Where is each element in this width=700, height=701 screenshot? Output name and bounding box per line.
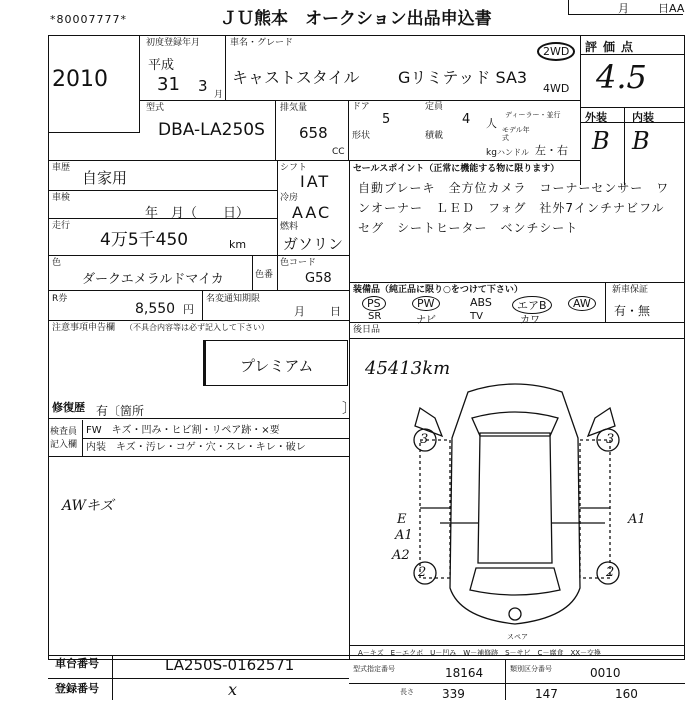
legend-top-line bbox=[349, 645, 685, 646]
usage-line bbox=[48, 190, 277, 191]
reg-month-unit: 月 bbox=[214, 90, 224, 100]
footer-mid-line bbox=[349, 683, 685, 684]
recycle-line bbox=[48, 320, 349, 321]
barcode-number: *80007777* bbox=[50, 13, 127, 26]
shape-label: 形状 bbox=[352, 131, 371, 141]
exterior-label: 外装 bbox=[585, 111, 607, 124]
premium-text: プレミアム bbox=[240, 357, 314, 375]
car-body-outline bbox=[450, 384, 580, 624]
model-designation-label: 型式指定番号 bbox=[353, 665, 395, 673]
spare-tire bbox=[509, 608, 521, 620]
designation-divider bbox=[505, 660, 506, 700]
category: 0010 bbox=[590, 666, 621, 680]
handle-value: 左・右 bbox=[535, 144, 568, 157]
ext-int-line bbox=[580, 122, 685, 123]
divider-reg-name bbox=[225, 35, 226, 100]
car-roof bbox=[478, 433, 552, 563]
interior-grade: B bbox=[632, 127, 650, 155]
recycle-unit: 円 bbox=[183, 303, 194, 316]
caution-label: 注意事項申告欄 bbox=[52, 323, 116, 333]
length-label: 長さ bbox=[400, 688, 414, 696]
name-change-month: 月 bbox=[294, 305, 305, 318]
diagram-mark: E bbox=[397, 512, 407, 527]
caution-sub: （不具合内容等は必ず記入して下さい） bbox=[125, 323, 269, 332]
equip-line bbox=[349, 322, 685, 323]
score-value: 4.5 bbox=[596, 58, 647, 96]
recycle-amount: 8,550 bbox=[135, 301, 176, 317]
recycle-divider bbox=[202, 290, 203, 320]
row3-top-line bbox=[48, 160, 580, 161]
fw-divider bbox=[82, 438, 349, 439]
name-change-label: 名変通知期限 bbox=[206, 294, 261, 304]
header-month-label: 月 bbox=[618, 2, 629, 15]
category-label: 類別区分番号 bbox=[510, 665, 552, 673]
score-label: 評価点 bbox=[585, 40, 640, 54]
ac: AAC bbox=[292, 203, 332, 222]
displacement: 658 bbox=[299, 124, 328, 142]
width: 147 bbox=[535, 687, 558, 701]
score-bottom-line bbox=[580, 107, 685, 108]
warranty-divider bbox=[605, 282, 606, 322]
grade: Gリミテッド SA3 bbox=[398, 68, 528, 87]
aw-note: AWキズ bbox=[62, 498, 114, 514]
model-code: DBA-LA250S bbox=[158, 120, 265, 140]
displacement-label: 排気量 bbox=[280, 103, 308, 113]
equipment-label: 装備品（純正品に限り○をつけて下さい） bbox=[353, 285, 523, 295]
inspector-label: 検査員 bbox=[50, 427, 78, 437]
fw-line: FW キズ・凹み・ヒビ割・リペア跡・×要 bbox=[86, 425, 280, 436]
selling-points-text: 自動ブレーキ 全方位カメラ コーナーセンサー ワンオーナー ＬＥＤ フォグ 社外7インチナビフルセグ シートヒーター ベンチシート bbox=[358, 181, 670, 235]
name-change-day: 日 bbox=[330, 305, 341, 318]
ac-label: 冷房 bbox=[280, 193, 299, 203]
diagram-mark: 3 bbox=[420, 432, 429, 447]
footer-top-line bbox=[48, 655, 685, 656]
diagram-mark: A1 bbox=[628, 512, 646, 527]
diagram-mark: A2 bbox=[392, 548, 410, 563]
diagram-mark: 2 bbox=[606, 565, 615, 580]
damage-legend: A－キズ E－エクボ U－凹み W－補修跡 S－サビ C－腐食 XX－交換 bbox=[358, 649, 602, 657]
door-label: ドア bbox=[352, 102, 370, 112]
header-day-label: 日AA bbox=[658, 2, 685, 15]
reg-value: x bbox=[228, 680, 238, 699]
after-line bbox=[349, 338, 685, 339]
form-title: ＪＵ熊本 オークション出品申込書 bbox=[220, 9, 492, 29]
model-label: 型式 bbox=[146, 103, 165, 113]
color-line bbox=[48, 290, 349, 291]
score-label-line bbox=[580, 54, 685, 55]
chassis-label: 車台番号 bbox=[55, 657, 99, 670]
era: 平成 bbox=[148, 58, 175, 73]
ext-int-divider bbox=[624, 107, 625, 185]
reg-month: 3 bbox=[198, 77, 208, 95]
interior-label: 内装 bbox=[632, 111, 654, 124]
notes-label: 記入欄 bbox=[50, 440, 78, 450]
equipment-item: PW bbox=[412, 296, 440, 311]
name-grade-label: 車名・グレード bbox=[230, 38, 294, 48]
header-underline bbox=[568, 14, 683, 15]
diagram-mark: 3 bbox=[606, 432, 615, 447]
shift-label: シフト bbox=[280, 163, 308, 173]
model-year-label: モデル年式 bbox=[502, 126, 530, 142]
repair-line bbox=[48, 418, 349, 419]
mileage: 4万5千450 bbox=[100, 230, 189, 250]
chassis-line bbox=[48, 678, 349, 679]
repair-label: 修復歴 bbox=[52, 401, 85, 414]
displacement-unit: CC bbox=[332, 147, 345, 157]
mileage-handwritten: 45413km bbox=[365, 358, 451, 379]
equipment-item: エアB bbox=[512, 296, 552, 314]
equipment-sub-item: TV bbox=[470, 311, 483, 322]
car-side-left bbox=[420, 440, 450, 578]
divider-drive bbox=[580, 35, 581, 185]
mileage-unit: km bbox=[229, 238, 247, 251]
color-code: G58 bbox=[305, 271, 332, 286]
recycle-label: R券 bbox=[52, 294, 68, 304]
fuel-label: 燃料 bbox=[280, 222, 299, 232]
load-label: 積載 bbox=[425, 131, 444, 141]
insp-bottom bbox=[48, 456, 349, 457]
color: ダークエメラルドマイカ bbox=[82, 272, 224, 287]
divider-disp-door bbox=[348, 100, 349, 160]
color-label: 色 bbox=[52, 258, 62, 268]
equipment-sub-item: SR bbox=[368, 311, 382, 322]
model-designation: 18164 bbox=[445, 666, 484, 680]
spare-label: スペア bbox=[507, 633, 528, 641]
divider-model-disp bbox=[275, 100, 276, 160]
car-rear-window bbox=[470, 568, 560, 595]
divider-left-mid bbox=[277, 160, 278, 290]
inspection-label: 車検 bbox=[52, 193, 71, 203]
dealer-label: ディーラー・並行 bbox=[505, 111, 561, 119]
drive-4wd: 4WD bbox=[543, 82, 570, 95]
height: 160 bbox=[615, 687, 638, 701]
reg-label: 登録番号 bbox=[55, 682, 99, 695]
insp-line bbox=[48, 218, 277, 219]
mileage-label: 走行 bbox=[52, 221, 71, 231]
car-name: キャストスタイル bbox=[232, 68, 360, 87]
header-divider bbox=[568, 0, 569, 14]
selling-points-label: セールスポイント（正常に機能する物に限ります） bbox=[353, 164, 560, 174]
interior-line: 内装 キズ・汚レ・コゲ・穴・スレ・キレ・破レ bbox=[86, 442, 306, 453]
capacity-unit: 人 bbox=[486, 117, 497, 130]
weight-unit: kg bbox=[486, 148, 497, 158]
equipment-item: PS bbox=[362, 296, 386, 311]
reg-year: 31 bbox=[157, 74, 180, 95]
warranty-value: 有・無 bbox=[614, 304, 651, 318]
drive-2wd: 2WD bbox=[537, 42, 575, 61]
usage-label: 車歴 bbox=[52, 163, 71, 173]
mileage-line bbox=[48, 255, 349, 256]
repair-text: 有〔箇所 bbox=[96, 404, 145, 418]
car-side-right bbox=[580, 440, 610, 578]
first-reg-label: 初度登録年月 bbox=[146, 38, 201, 48]
diagram-mark: 2 bbox=[418, 565, 427, 580]
row2-top-line bbox=[140, 100, 580, 101]
equipment-sub-item: ナビ bbox=[416, 315, 436, 326]
doors: 5 bbox=[382, 112, 391, 127]
shift: IAT bbox=[300, 172, 331, 191]
warranty-label: 新車保証 bbox=[612, 285, 649, 295]
capacity: 4 bbox=[462, 112, 471, 127]
sp-line bbox=[349, 282, 685, 283]
color-no-label: 色番 bbox=[255, 270, 274, 280]
equipment-item: AW bbox=[568, 296, 596, 311]
chassis-number: LA250S-0162571 bbox=[165, 656, 295, 674]
length: 339 bbox=[442, 687, 465, 701]
repair-bracket: 〕 bbox=[342, 401, 356, 417]
equipment-sub-item: カワ bbox=[520, 315, 540, 326]
diagram-mark: A1 bbox=[395, 528, 413, 543]
inspection-text: 年 月（ 日） bbox=[145, 206, 250, 221]
after-date-label: 後日品 bbox=[353, 325, 381, 335]
handle-label: ハンドル bbox=[497, 148, 529, 157]
color-code-label: 色コード bbox=[280, 258, 317, 268]
car-damage-diagram bbox=[380, 378, 650, 640]
exterior-grade: B bbox=[592, 127, 610, 155]
model-year-note: 2010 bbox=[52, 67, 108, 92]
color-no-divider bbox=[252, 255, 253, 290]
usage: 自家用 bbox=[82, 169, 128, 187]
equipment-item: ABS bbox=[470, 296, 492, 309]
fuel: ガソリン bbox=[283, 235, 344, 253]
capacity-label: 定員 bbox=[425, 102, 444, 112]
